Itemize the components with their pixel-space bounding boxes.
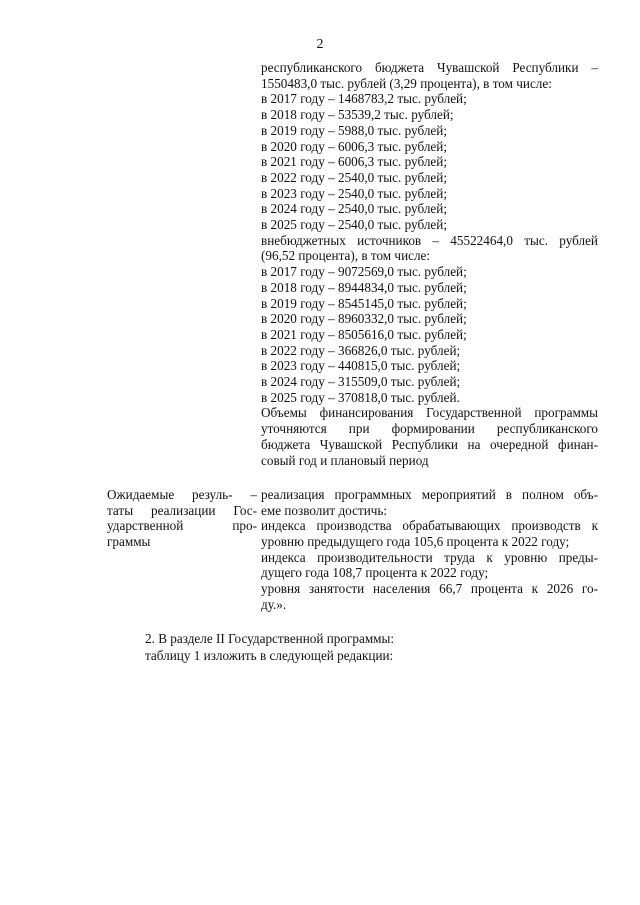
offbudget-year-line: в 2019 году – 8545145,0 тыс. рублей; xyxy=(261,295,467,311)
offbudget-year-line: в 2020 году – 8960332,0 тыс. рублей; xyxy=(261,311,467,327)
republican-year-line: в 2023 году – 2540,0 тыс. рублей; xyxy=(261,185,447,201)
financing-block xyxy=(261,60,598,468)
republican-year-line: в 2020 году – 6006,3 тыс. рублей; xyxy=(261,138,447,154)
offbudget-line: (96,52 процента), в том числе: xyxy=(261,248,431,264)
results-text-line: индекса производства обрабатывающих производств к xyxy=(261,518,598,534)
republican-year-line: в 2017 году – 1468783,2 тыс. рублей; xyxy=(261,91,467,107)
offbudget-year-line: в 2024 году – 315509,0 тыс. рублей; xyxy=(261,374,461,390)
note-line: совый год и плановый период xyxy=(261,452,429,468)
offbudget-year-line: в 2021 году – 8505616,0 тыс. рублей; xyxy=(261,326,467,342)
republican-budget-line: 1550483,0 тыс. рублей (3,29 процента), в том числе: xyxy=(261,75,552,91)
results-text-line: уровня занятости населения 66,7 процента к 2026 го- xyxy=(261,581,598,597)
offbudget-year-line: в 2018 году – 8944834,0 тыс. рублей; xyxy=(261,279,467,295)
results-label-line: Ожидаемые резуль- – xyxy=(107,487,257,502)
republican-year-line: в 2022 году – 2540,0 тыс. рублей; xyxy=(261,169,447,185)
republican-year-line: в 2025 году – 2540,0 тыс. рублей; xyxy=(261,217,447,233)
results-label-line: граммы xyxy=(107,534,151,550)
section2-line: таблицу 1 изложить в следующей редакции: xyxy=(145,647,394,663)
offbudget-year-line: в 2017 году – 9072569,0 тыс. рублей; xyxy=(261,264,467,280)
offbudget-year-line: в 2023 году – 440815,0 тыс. рублей; xyxy=(261,358,461,374)
republican-year-line: в 2019 году – 5988,0 тыс. рублей; xyxy=(261,122,447,138)
republican-year-line: в 2018 году – 53539,2 тыс. рублей; xyxy=(261,107,454,123)
republican-year-line: в 2021 году – 6006,3 тыс. рублей; xyxy=(261,154,447,170)
offbudget-line: внебюджетных источников – 45522464,0 тыс. рублей xyxy=(261,232,598,248)
results-label-line: таты реализации Гос- xyxy=(107,502,257,518)
results-text-line: индекса производительности труда к уровню преды- xyxy=(261,549,598,565)
results-text xyxy=(261,487,598,613)
note-line: Объемы финансирования Государственной программы xyxy=(261,405,598,421)
note-line: уточняются при формировании республиканского xyxy=(261,421,598,437)
section2-line: 2. В разделе II Государственной программы: xyxy=(145,631,395,646)
offbudget-year-line: в 2025 году – 370818,0 тыс. рублей. xyxy=(261,389,460,405)
republican-budget-line: республиканского бюджета Чувашской Республики – xyxy=(261,60,598,75)
results-label-line: ударственной про- xyxy=(107,518,257,534)
offbudget-year-line: в 2022 году – 366826,0 тыс. рублей; xyxy=(261,342,461,358)
section2-paragraph xyxy=(145,631,605,664)
note-line: бюджета Чувашской Республики на очередной финан- xyxy=(261,436,598,452)
results-label xyxy=(107,487,257,550)
results-text-line: реализация программных мероприятий в полном объ- xyxy=(261,487,598,502)
republican-year-line: в 2024 году – 2540,0 тыс. рублей; xyxy=(261,201,447,217)
results-text-line: уровню предыдущего года 105,6 процента к 2022 году; xyxy=(261,534,570,550)
results-text-line: ду.». xyxy=(261,596,287,612)
page-number: 2 xyxy=(316,37,324,52)
results-text-line: еме позволит достичь: xyxy=(261,502,388,518)
results-text-line: дущего года 108,7 процента к 2022 году; xyxy=(261,565,489,581)
